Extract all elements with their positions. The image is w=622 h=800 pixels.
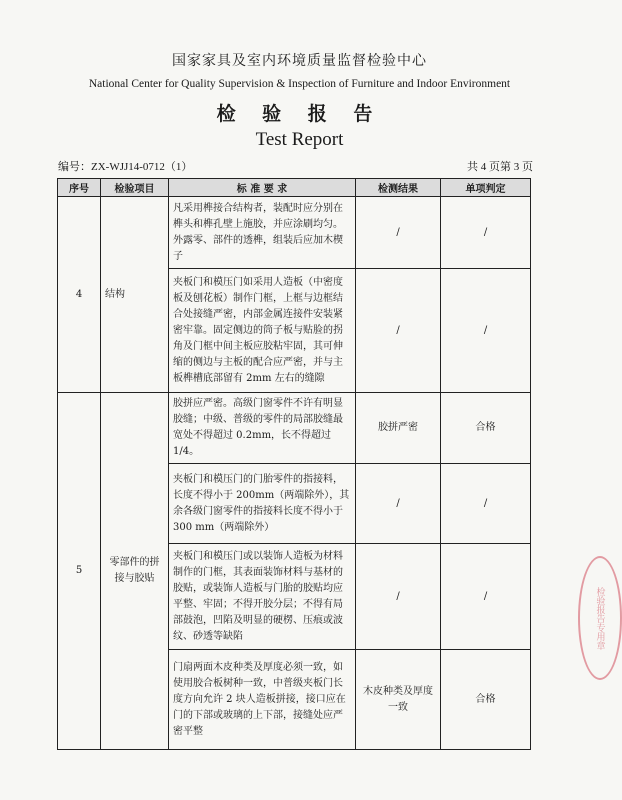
table-row xyxy=(58,393,531,464)
requirement-cell: 夹板门和模压门的门胎零件的指接料，长度不得小于 200mm（两端除外），其余各级门窗零件的指接料长度不得小于 300 mm（两端除外） xyxy=(169,464,356,544)
org-name-en: National Center for Quality Supervision & Inspection of Furniture and Indoor Environment xyxy=(88,78,511,90)
result-cell: 胶拼严密 xyxy=(356,393,441,464)
result-cell: / xyxy=(356,197,441,269)
col-header-result: 检测结果 xyxy=(356,179,441,197)
result-cell: / xyxy=(356,269,441,393)
verdict-cell: 合格 xyxy=(441,650,531,750)
group-number: 4 xyxy=(58,197,101,393)
verdict-cell: / xyxy=(441,544,531,650)
col-header-requirement: 标 准 要 求 xyxy=(169,179,356,197)
verdict-cell: / xyxy=(441,197,531,269)
group-number: 5 xyxy=(58,393,101,750)
table-row xyxy=(58,197,531,269)
verdict-cell: 合格 xyxy=(441,393,531,464)
result-cell: 木皮种类及厚度一致 xyxy=(356,650,441,750)
report-number: 编号：ZX-WJJ14-0712（1） xyxy=(58,161,193,173)
result-cell: / xyxy=(356,544,441,650)
col-header-item: 检验项目 xyxy=(101,179,169,197)
requirement-cell: 胶拼应严密。高级门窗零件不许有明显胶缝；中级、普级的零件的局部胶缝最宽处不得超过 0.2mm，长不得超过 1/4。 xyxy=(169,393,356,464)
page-info: 共 4 页第 3 页 xyxy=(467,161,533,173)
requirement-cell: 门扇两面木皮种类及厚度必须一致，如使用胶合板树种一致，中普级夹板门长度方向允许 2 块人造板拼接，接口应在门的下部或玻璃的上下部，接缝处应严密平整 xyxy=(169,650,356,750)
report-title-cn: 检 验 报 告 xyxy=(216,103,383,125)
col-header-no: 序号 xyxy=(58,179,101,197)
report-title-en: Test Report xyxy=(255,129,344,150)
org-name-cn: 国家家具及室内环境质量监督检验中心 xyxy=(172,53,427,69)
verdict-cell: / xyxy=(441,269,531,393)
requirement-cell: 凡采用榫接合结构者，装配时应分别在榫头和榫孔壁上施胶，并应涂刷均匀。外露零、部件的透榫，组装后应加木楔子 xyxy=(169,197,356,269)
col-header-verdict: 单项判定 xyxy=(441,179,531,197)
requirement-cell: 夹板门和模压门如采用人造板（中密度板及刨花板）制作门框，上框与边框结合处接缝严密，内部金属连接件安装紧密牢靠。固定侧边的筒子板与贴脸的拐角及门框中间主板应胶粘牢固，其可伸缩的侧边与主板的配合应严密，并与主板榫槽底部留有 2mm 左右的缝隙 xyxy=(169,269,356,393)
requirement-cell: 夹板门和模压门或以装饰人造板为材料制作的门框，其表面装饰材料与基材的胶贴，或装饰人造板与门胎的胶贴均应平整、牢固；不得开胶分层；不得有局部鼓泡，凹陷及明显的硬楞、压痕或波纹、砂透等缺陷 xyxy=(169,544,356,650)
inspection-table xyxy=(57,178,531,750)
table-header-row xyxy=(58,179,531,197)
group-item: 零部件的拼接与胶贴 xyxy=(101,393,169,750)
result-cell: / xyxy=(356,464,441,544)
seal-stamp: 检验报告专用章 xyxy=(578,556,622,680)
verdict-cell: / xyxy=(441,464,531,544)
group-item: 结构 xyxy=(101,197,169,393)
